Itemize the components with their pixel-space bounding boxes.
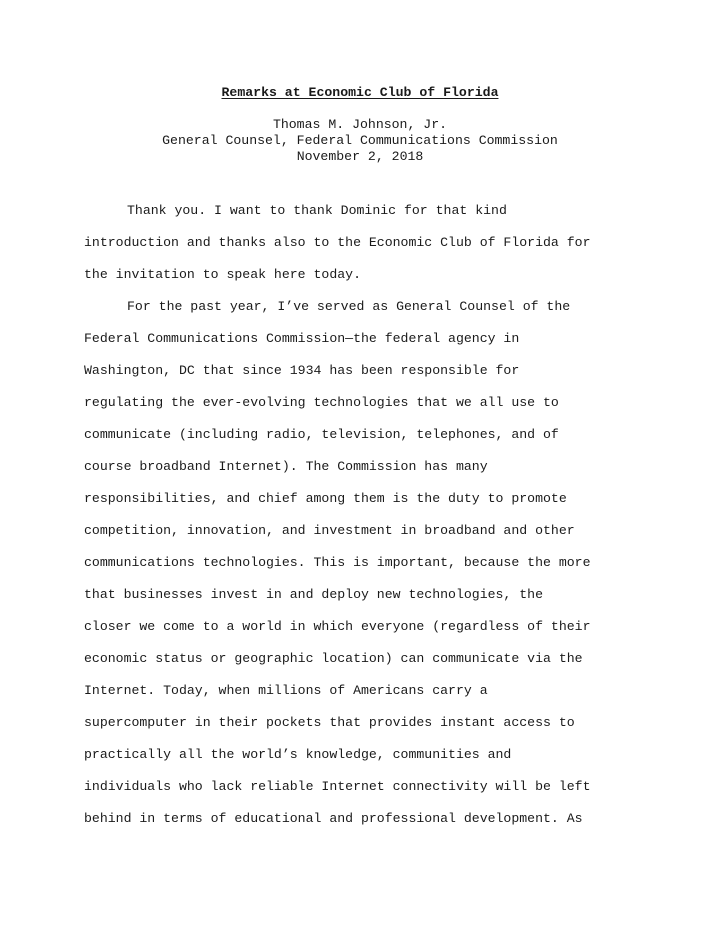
text-line: communications technologies. This is important, because the more [84,555,591,570]
text-line: course broadband Internet). The Commission has many [84,459,488,474]
text-line: Internet. Today, when millions of Americans carry a [84,683,488,698]
paragraph-1 [84,195,644,291]
text-line: introduction and thanks also to the Economic Club of Florida for [84,235,591,250]
document-title-text: Remarks at Economic Club of Florida [221,85,499,100]
text-line: Washington, DC that since 1934 has been responsible for [84,363,520,378]
text-line: regulating the ever-evolving technologies that we all use to [84,395,559,410]
text-line: supercomputer in their pockets that provides instant access to [84,715,575,730]
text-line: individuals who lack reliable Internet connectivity will be left [84,779,591,794]
document-body [84,195,644,835]
text-line: Thank you. I want to thank Dominic for that kind [127,203,507,218]
text-line: the invitation to speak here today. [84,267,361,282]
document-title [0,84,720,102]
text-line: economic status or geographic location) can communicate via the [84,651,583,666]
text-line: Federal Communications Commission—the federal agency in [84,331,520,346]
text-line: communicate (including radio, television, telephones, and of [84,427,559,442]
text-line: practically all the world’s knowledge, communities and [84,747,512,762]
text-line: closer we come to a world in which everyone (regardless of their [84,619,591,634]
text-line: that businesses invest in and deploy new technologies, the [84,587,543,602]
text-line: competition, innovation, and investment in broadband and other [84,523,575,538]
text-line: For the past year, I’ve served as General Counsel of the [127,299,571,314]
author-role: General Counsel, Federal Communications Commission [162,133,558,148]
document-date: November 2, 2018 [296,149,424,164]
text-line: responsibilities, and chief among them is the duty to promote [84,491,567,506]
author-name: Thomas M. Johnson, Jr. [272,117,448,132]
text-line: behind in terms of educational and professional development. As [84,811,583,826]
paragraph-2 [84,291,644,835]
